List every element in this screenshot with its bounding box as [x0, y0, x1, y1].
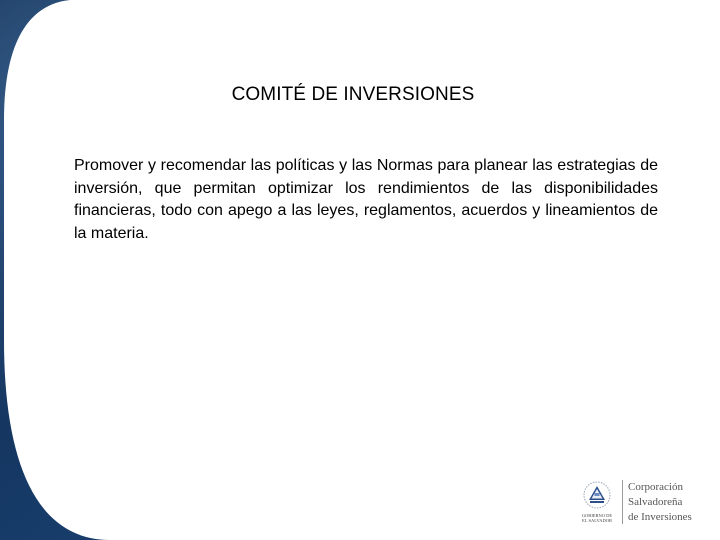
- slide-body-text: Promover y recomendar las políticas y las Normas para planear las estrategias de inversión, que permitan optimizar los rendimientos de las disponibilidades financieras, todo con apego a las leyes, reglamentos, acuerdos y lineamientos de la materia.: [74, 157, 658, 242]
- government-label-line-2: EL SALVADOR: [582, 518, 612, 523]
- logo-divider: [622, 480, 623, 524]
- government-label: [574, 513, 620, 523]
- slide-title: COMITÉ DE INVERSIONES: [231, 84, 475, 105]
- corporation-name-line-2: Salvadoreña: [628, 496, 683, 508]
- corporation-name-line-3: de Inversiones: [628, 511, 692, 523]
- corporation-logo: [574, 478, 714, 528]
- corporation-name-line-1: Corporación: [628, 481, 683, 493]
- government-label-line-1: GOBIERNO DE: [581, 513, 613, 518]
- corporation-name: [628, 480, 714, 525]
